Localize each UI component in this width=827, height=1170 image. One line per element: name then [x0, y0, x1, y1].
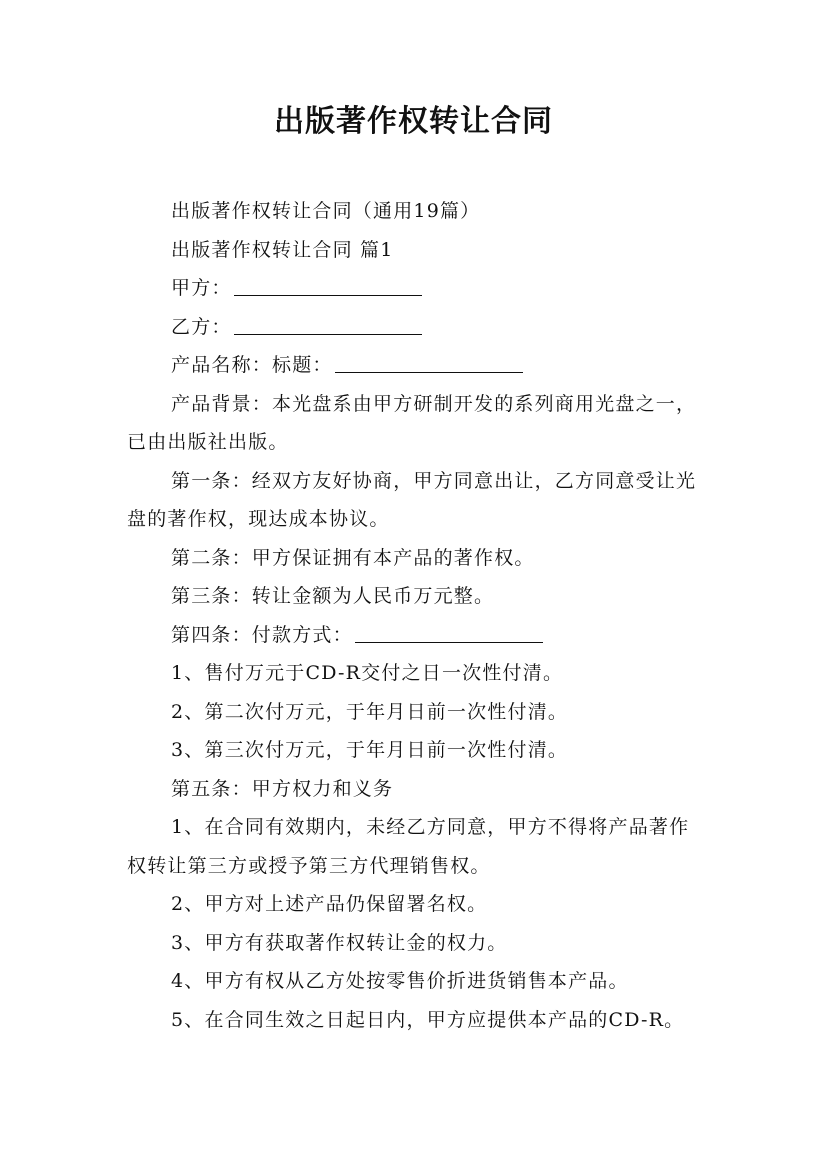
paragraph [127, 693, 707, 732]
paragraph [127, 385, 707, 462]
paragraph [127, 731, 707, 770]
paragraph-text: 4、甲方有权从乙方处按零售价折进货销售本产品。 [171, 970, 629, 992]
fill-in-blank-line [234, 277, 422, 296]
fill-in-blank-line [355, 624, 543, 643]
paragraph-text: 1、在合同有效期内，未经乙方同意，甲方不得将产品著作权转让第三方或授予第三方代理销售权。 [127, 816, 690, 877]
paragraph [127, 770, 707, 809]
paragraph-text: 第五条：甲方权力和义务 [171, 777, 394, 800]
paragraph-text: 3、甲方有获取著作权转让金的权力。 [171, 931, 508, 954]
paragraph [127, 308, 707, 347]
paragraph [127, 808, 707, 885]
paragraph-text: 产品背景：本光盘系由甲方研制开发的系列商用光盘之一，已由出版社出版。 [127, 392, 697, 453]
paragraph [127, 346, 707, 385]
fill-in-blank-line [335, 354, 523, 373]
paragraph [127, 577, 707, 616]
paragraph-text: 甲方： [171, 277, 232, 299]
paragraph [127, 462, 707, 539]
paragraph [127, 654, 707, 693]
paragraph-text: 2、第二次付万元，于年月日前一次性付清。 [171, 700, 569, 723]
paragraph-text: 5、在合同生效之日起日内，甲方应提供本产品的CD-R。 [171, 1008, 685, 1031]
document-title: 出版著作权转让合同 [274, 104, 553, 139]
paragraph [127, 192, 707, 231]
paragraph [127, 1001, 707, 1040]
paragraph-text: 3、第三次付万元，于年月日前一次性付清。 [171, 739, 569, 761]
fill-in-blank-line [234, 316, 422, 335]
paragraph [127, 885, 707, 924]
paragraph-text: 1、售付万元于CD-R交付之日一次性付清。 [171, 662, 564, 684]
paragraph-text: 乙方： [171, 315, 232, 338]
paragraph-text: 第二条：甲方保证拥有本产品的著作权。 [171, 546, 535, 569]
paragraph-text: 产品名称：标题： [171, 354, 333, 376]
paragraph [127, 616, 707, 655]
paragraph-text: 第三条：转让金额为人民币万元整。 [171, 585, 495, 607]
paragraph [127, 539, 707, 578]
paragraph-text: 2、甲方对上述产品仍保留署名权。 [171, 893, 488, 915]
paragraph [127, 269, 707, 308]
paragraph [127, 924, 707, 963]
paragraph [127, 962, 707, 1001]
paragraph-text: 出版著作权转让合同（通用19篇） [171, 200, 481, 222]
paragraph-text: 出版著作权转让合同 篇1 [171, 238, 394, 261]
paragraph-text: 第四条：付款方式： [171, 623, 353, 646]
paragraph [127, 231, 707, 270]
document-body [127, 192, 707, 1039]
paragraph-text: 第一条：经双方友好协商，甲方同意出让，乙方同意受让光盘的著作权，现达成本协议。 [127, 469, 697, 530]
